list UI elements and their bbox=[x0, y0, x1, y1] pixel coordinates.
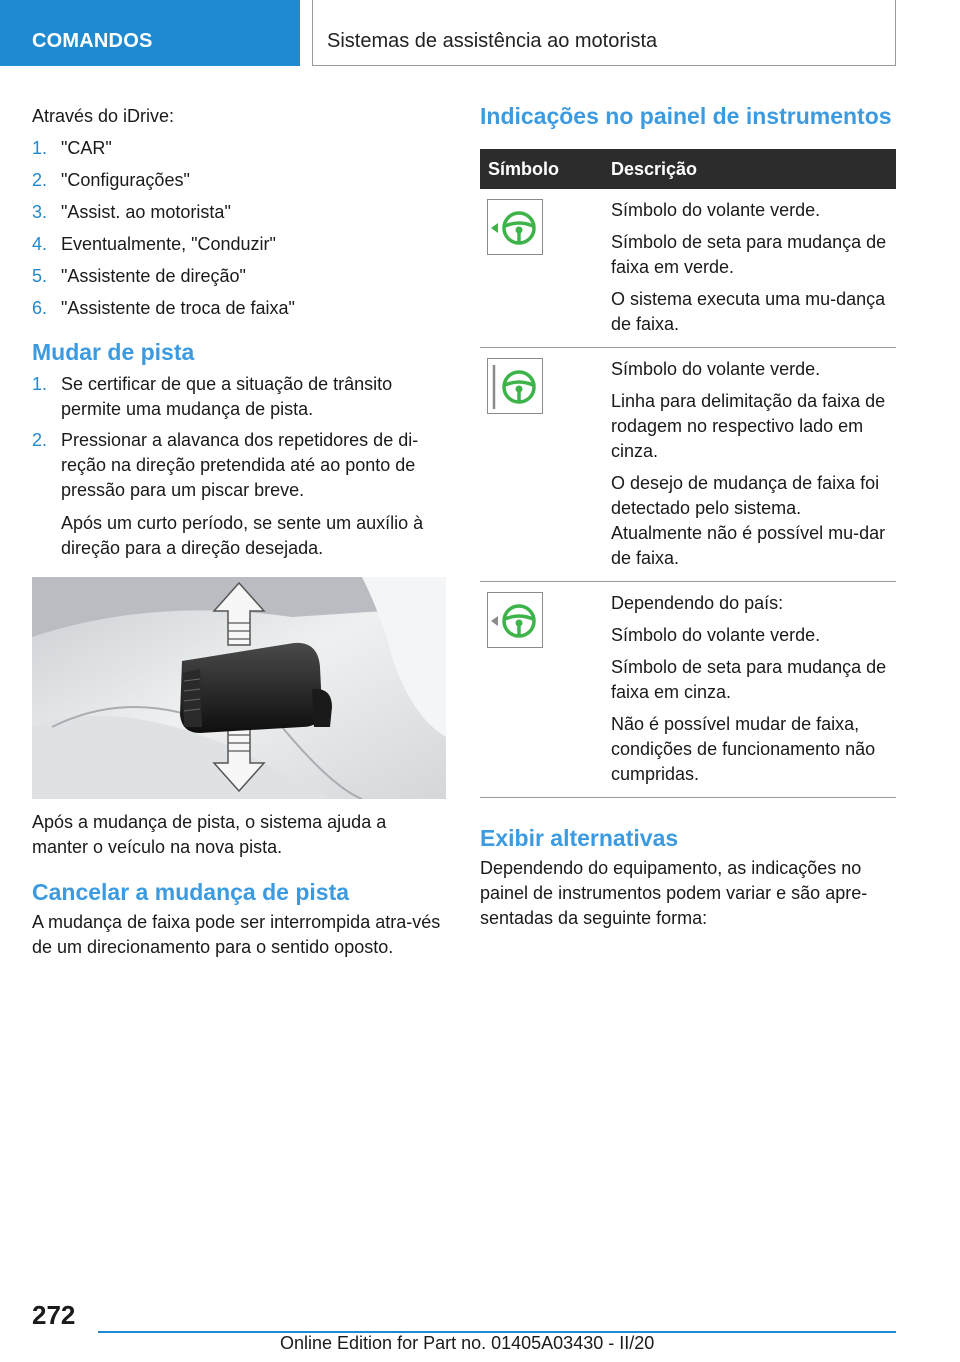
page-number: 272 bbox=[32, 1300, 76, 1330]
step-number: 4. bbox=[32, 234, 48, 254]
chapter-title: Sistemas de assistência ao motorista bbox=[327, 30, 658, 52]
step-number: 1. bbox=[32, 138, 48, 158]
step-text: "Assist. ao motorista" bbox=[61, 202, 231, 222]
table-header-row bbox=[480, 149, 896, 189]
step-number: 2. bbox=[32, 430, 48, 450]
alternatives-heading: Exibir alternativas bbox=[480, 825, 679, 851]
list-item bbox=[32, 200, 444, 225]
list-item bbox=[32, 136, 444, 161]
step-number: 1. bbox=[32, 374, 48, 394]
list-item bbox=[32, 296, 444, 321]
menu-steps-list bbox=[32, 136, 444, 321]
chapter-tab bbox=[312, 0, 896, 66]
steering-wheel-arrow-green-icon bbox=[487, 199, 543, 255]
description-line: O desejo de mudança de faixa foi detectado pelo sistema. Atualmente não é possível mu-dar de faixa. bbox=[611, 473, 886, 568]
cancel-heading: Cancelar a mudança de pista bbox=[32, 879, 350, 905]
list-item bbox=[32, 232, 444, 257]
description-line: Símbolo de seta para mudança de faixa em cinza. bbox=[611, 657, 887, 702]
steering-wheel-arrow-gray-icon bbox=[487, 592, 543, 648]
lane-steps-list bbox=[32, 372, 444, 561]
step-text: Eventualmente, "Conduzir" bbox=[61, 234, 276, 254]
table-row bbox=[480, 348, 896, 582]
step-note: Após um curto período, se sente um auxílio à direção para a direção desejada. bbox=[61, 513, 424, 558]
step-number: 2. bbox=[32, 170, 48, 190]
list-item bbox=[32, 428, 444, 561]
symbol-cell bbox=[480, 189, 611, 348]
edition-text: Online Edition for Part no. 01405A03430 - II/20 bbox=[280, 1333, 655, 1353]
left-column bbox=[32, 100, 444, 960]
instrument-panel-heading: Indicações no painel de instrumentos bbox=[480, 103, 892, 129]
symbol-table bbox=[480, 149, 896, 798]
section-tab bbox=[0, 0, 300, 66]
step-text: "Assistente de troca de faixa" bbox=[61, 298, 295, 318]
list-item bbox=[32, 264, 444, 289]
lane-change-heading: Mudar de pista bbox=[32, 339, 195, 365]
description-line: Símbolo do volante verde. bbox=[611, 359, 821, 379]
step-text: "Configurações" bbox=[61, 170, 190, 190]
steering-wheel-lane-line-gray-icon bbox=[487, 358, 543, 414]
description-line: Símbolo do volante verde. bbox=[611, 200, 821, 220]
col-header-description: Descrição bbox=[611, 149, 896, 189]
after-change-text: Após a mudança de pista, o sistema ajuda a manter o veículo na nova pista. bbox=[32, 812, 387, 857]
description-line: Linha para delimitação da faixa de rodagem no respectivo lado em cinza. bbox=[611, 391, 886, 461]
table-row bbox=[480, 189, 896, 348]
step-number: 5. bbox=[32, 266, 48, 286]
step-number: 3. bbox=[32, 202, 48, 222]
lever-illustration bbox=[32, 577, 446, 799]
list-item bbox=[32, 168, 444, 193]
list-item bbox=[32, 372, 444, 422]
step-text: Se certificar de que a situação de trânsito permite uma mudança de pista. bbox=[61, 374, 393, 419]
symbol-cell bbox=[480, 582, 611, 798]
alternatives-text: Dependendo do equipamento, as indicações no painel de instrumentos podem variar e são apre-sentadas da seguinte forma: bbox=[480, 858, 868, 928]
description-line: O sistema executa uma mu-dança de faixa. bbox=[611, 289, 886, 334]
description-cell bbox=[611, 348, 896, 582]
idrive-intro: Através do iDrive: bbox=[32, 106, 175, 126]
step-text: "CAR" bbox=[61, 138, 112, 158]
step-text: "Assistente de direção" bbox=[61, 266, 246, 286]
description-cell bbox=[611, 189, 896, 348]
step-text: Pressionar a alavanca dos repetidores de di-reção na direção pretendida até ao ponto de pressão para um piscar breve. bbox=[61, 430, 419, 500]
right-column bbox=[480, 100, 896, 931]
symbol-cell bbox=[480, 348, 611, 582]
cancel-text: A mudança de faixa pode ser interrompida atra-vés de um direcionamento para o sentido oposto. bbox=[32, 912, 441, 957]
description-cell bbox=[611, 582, 896, 798]
description-line: Dependendo do país: bbox=[611, 593, 784, 613]
step-number: 6. bbox=[32, 298, 48, 318]
table-row bbox=[480, 582, 896, 798]
col-header-symbol: Símbolo bbox=[480, 149, 611, 189]
description-line: Símbolo de seta para mudança de faixa em verde. bbox=[611, 232, 887, 277]
turn-signal-lever-photo bbox=[32, 577, 446, 799]
description-line: Não é possível mudar de faixa, condições de funcionamento não cumpridas. bbox=[611, 714, 876, 784]
description-line: Símbolo do volante verde. bbox=[611, 625, 821, 645]
section-title: COMANDOS bbox=[32, 30, 153, 52]
